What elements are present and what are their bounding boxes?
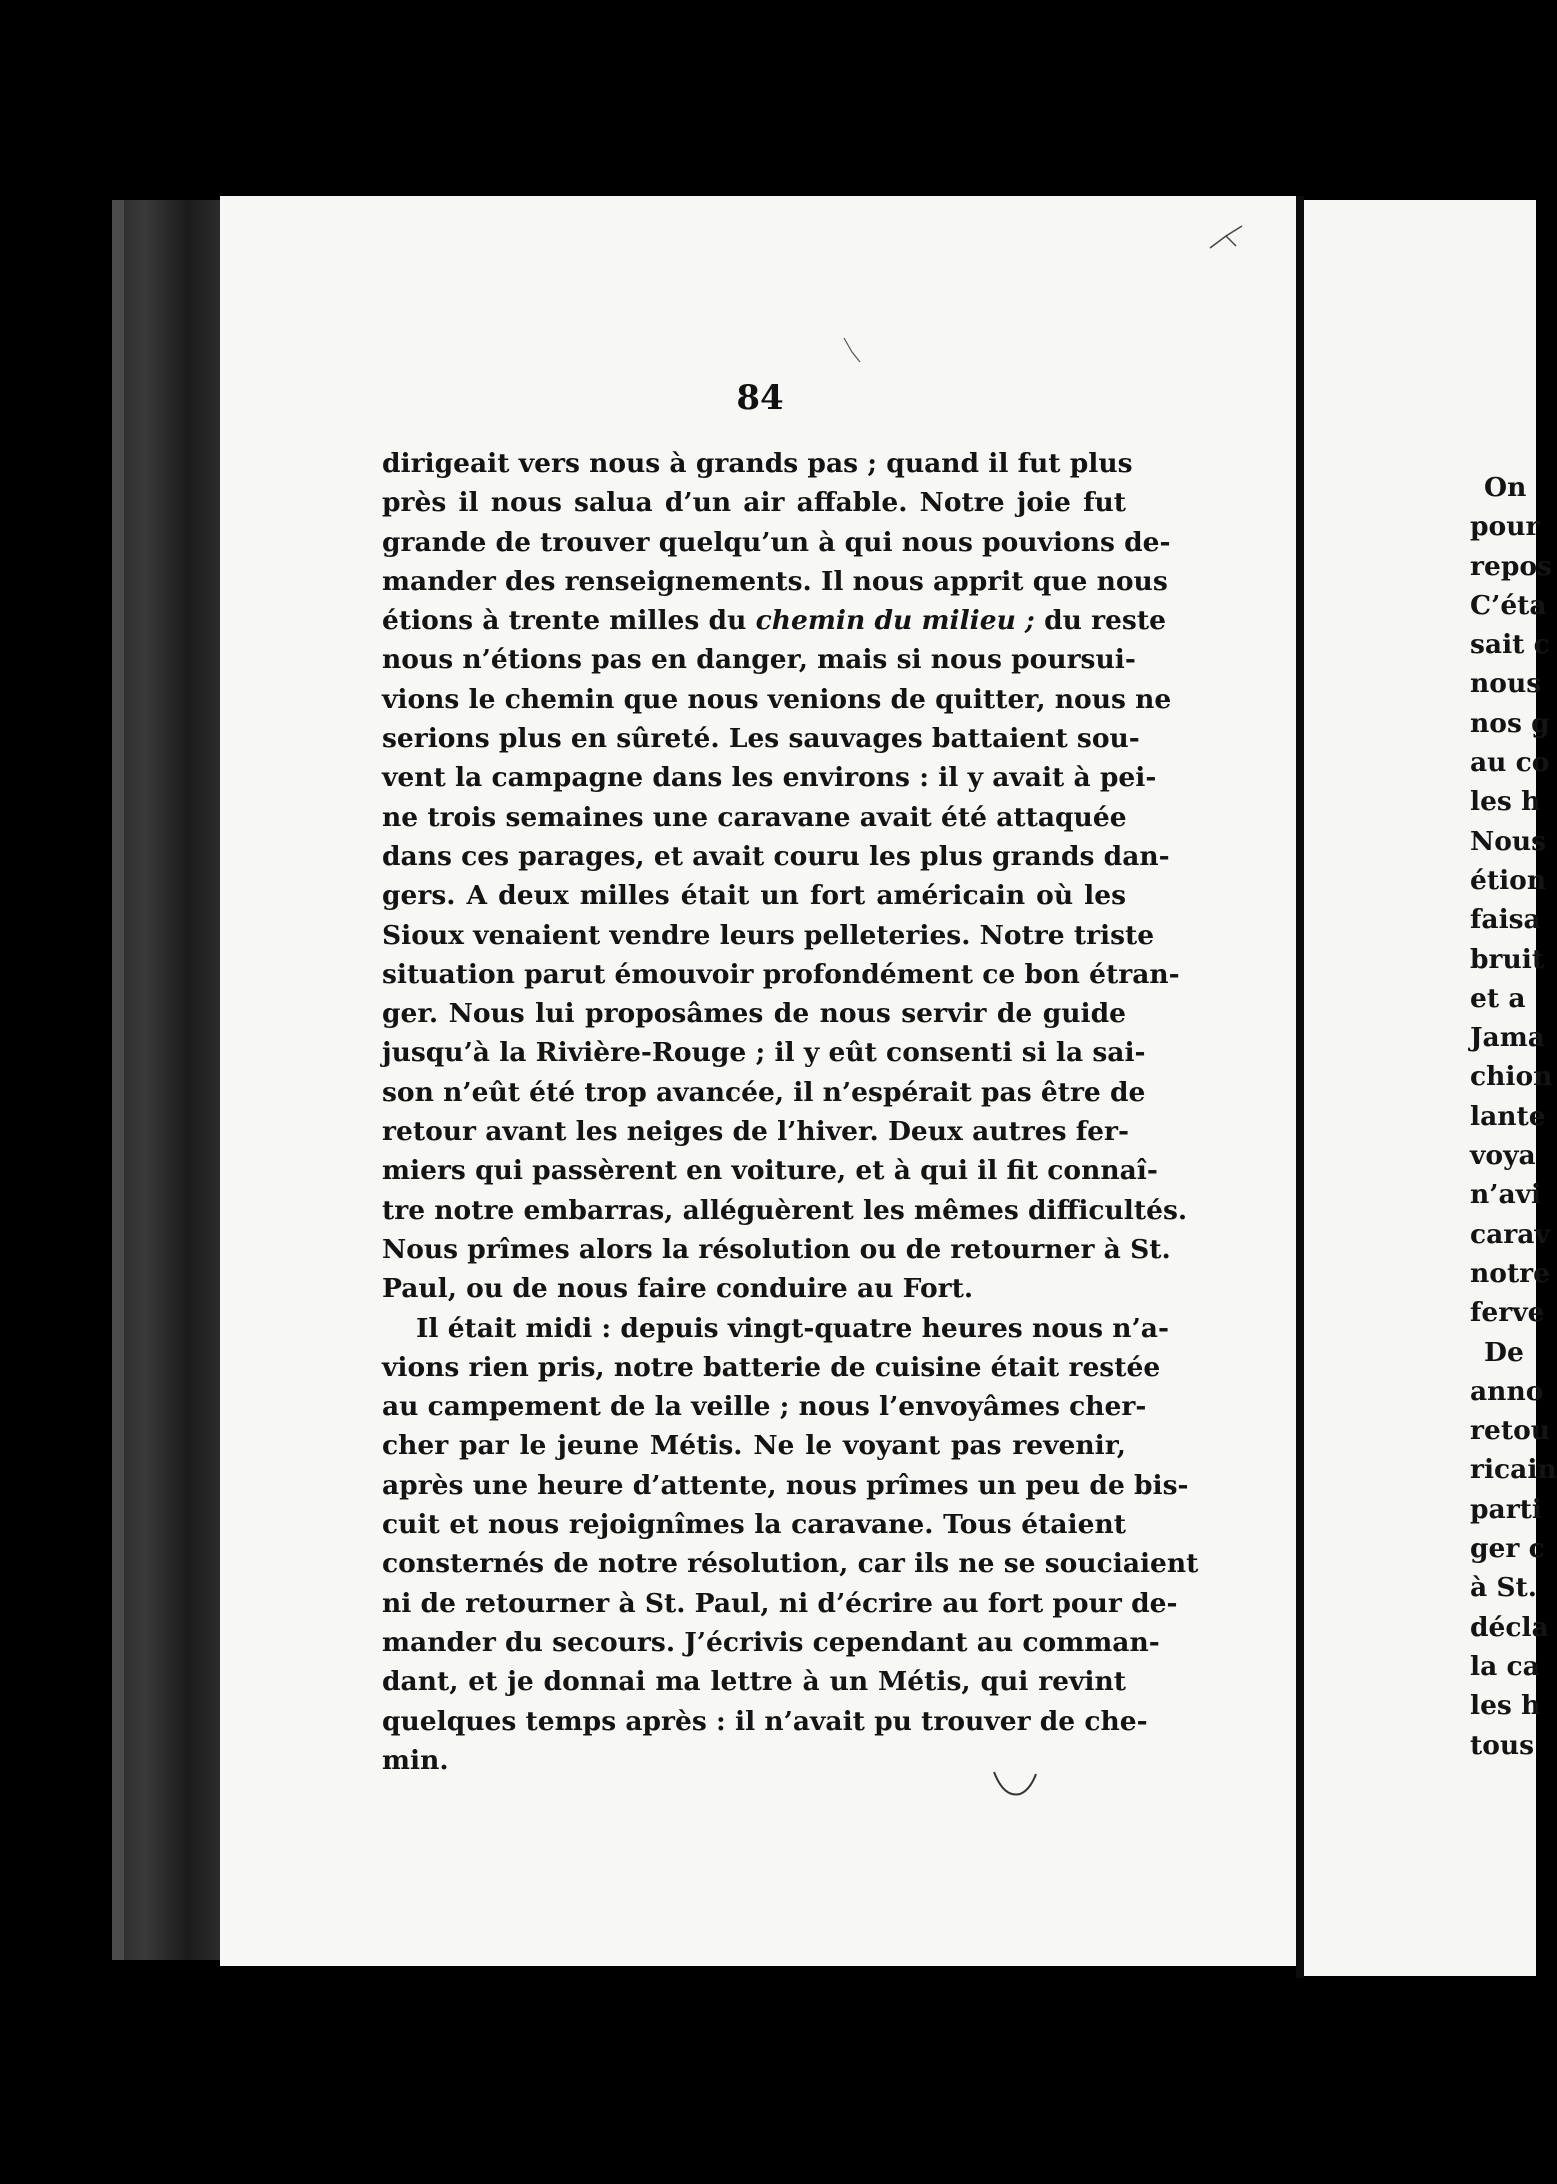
facing-line: à St. [1470, 1572, 1538, 1604]
facing-line: retou [1470, 1415, 1551, 1447]
facing-line: anno [1470, 1375, 1544, 1407]
facing-line: parti [1470, 1493, 1542, 1525]
facing-line: faisa [1470, 904, 1541, 936]
text-line: vions rien pris, notre batterie de cuisine était restée [382, 1351, 1161, 1383]
text-line: mander des renseignements. Il nous apprit que nous [382, 565, 1168, 597]
text-line: situation parut émouvoir profondément ce bon étran- [382, 958, 1180, 990]
text-line: dirigeait vers nous à grands pas ; quand il fut plus [382, 448, 1133, 479]
facing-line: Jama [1470, 1022, 1545, 1054]
page-number: 84 [736, 378, 784, 418]
facing-line: nos g [1470, 707, 1550, 739]
facing-line: pour [1470, 511, 1540, 543]
text-line: cuit et nous rejoignîmes la caravane. Tous étaient [382, 1509, 1126, 1541]
text-line: ne trois semaines une caravane avait été attaquée [382, 801, 1127, 833]
text-line: vent la campagne dans les environs : il y avait à pei- [382, 762, 1157, 794]
facing-line: ricain [1470, 1454, 1557, 1486]
spine-edge [112, 200, 124, 1960]
text-line: retour avant les neiges de l’hiver. Deux autres fer- [382, 1116, 1129, 1148]
text-line: dans ces parages, et avait couru les plus grands dan- [382, 840, 1170, 872]
paragraph-start-line: Il était midi : depuis vingt-quatre heures nous n’a- [416, 1312, 1169, 1344]
facing-line: voya [1470, 1140, 1536, 1172]
text-line: consternés de notre résolution, car ils ne se souciaient [382, 1548, 1199, 1580]
text-line: serions plus en sûreté. Les sauvages battaient sou- [382, 723, 1140, 755]
text-line: cher par le jeune Métis. Ne le voyant pas revenir, [382, 1430, 1126, 1462]
facing-page-text [1470, 468, 1557, 1765]
facing-line: et a [1470, 982, 1526, 1014]
text-line: grande de trouver quelqu’un à qui nous pouvions de- [382, 526, 1171, 558]
text-line: mander du secours. J’écrivis cependant au comman- [382, 1626, 1160, 1658]
facing-line: étion [1470, 864, 1547, 896]
text-line: Sioux venaient vendre leurs pelleteries. Notre triste [382, 919, 1155, 951]
facing-line: décla [1470, 1611, 1549, 1643]
facing-line: sait c [1470, 629, 1550, 661]
text-line: gers. A deux milles était un fort américain où les [382, 880, 1126, 912]
text-line: au campement de la veille ; nous l’envoyâmes cher- [382, 1391, 1147, 1423]
facing-line: nous [1470, 668, 1542, 700]
text-line-end: du reste [1034, 605, 1166, 637]
text-line-start: étions à trente milles du [382, 605, 756, 637]
text-line: ni de retourner à St. Paul, ni d’écrire au fort pour de- [382, 1587, 1178, 1619]
text-line: tre notre embarras, alléguèrent les mêmes difficultés. [382, 1194, 1188, 1226]
pencil-mark-bottom [990, 1768, 1040, 1800]
book-spine [112, 200, 220, 1960]
facing-line: bruit [1470, 943, 1545, 975]
text-line: min. [382, 1744, 449, 1776]
facing-line: lante [1470, 1100, 1546, 1132]
facing-line: tous [1470, 1729, 1535, 1761]
facing-line: notre [1470, 1257, 1551, 1289]
facing-line: carav [1470, 1218, 1550, 1250]
text-line: vions le chemin que nous venions de quitter, nous ne [382, 683, 1172, 715]
facing-line: C’éta [1470, 589, 1547, 621]
italic-phrase: chemin du milieu ; [755, 605, 1035, 637]
facing-line: ger c [1470, 1533, 1545, 1565]
pencil-mark-top [1206, 222, 1246, 252]
text-line-with-italic [382, 601, 1166, 640]
facing-line: On [1484, 472, 1527, 503]
page-gutter [1296, 196, 1304, 1978]
facing-line: les h [1470, 1690, 1541, 1722]
text-line: Paul, ou de nous faire conduire au Fort. [382, 1273, 974, 1305]
facing-line: n’avi [1470, 1179, 1542, 1211]
text-line: jusqu’à la Rivière-Rouge ; il y eût consenti si la sai- [382, 1037, 1146, 1069]
facing-line: les h [1470, 786, 1541, 818]
text-line: ger. Nous lui proposâmes de nous servir de guide [382, 998, 1126, 1030]
facing-line: De [1484, 1336, 1524, 1368]
pencil-mark-small [842, 336, 862, 366]
text-line: près il nous salua d’un air affable. Notre joie fut [382, 487, 1126, 519]
facing-line: chion [1470, 1061, 1553, 1093]
text-line: son n’eût été trop avancée, il n’espérait pas être de [382, 1076, 1146, 1108]
facing-line: la ca [1470, 1650, 1540, 1682]
text-line: quelques temps après : il n’avait pu trouver de che- [382, 1705, 1148, 1737]
facing-line: Nous [1470, 825, 1547, 857]
text-line: nous n’étions pas en danger, mais si nous poursui- [382, 644, 1136, 676]
text-line: dant, et je donnai ma lettre à un Métis, qui revint [382, 1666, 1126, 1698]
text-line: après une heure d’attente, nous prîmes un peu de bis- [382, 1469, 1189, 1501]
text-line: Nous prîmes alors la résolution ou de retourner à St. [382, 1233, 1171, 1265]
facing-line: au co [1470, 747, 1550, 779]
facing-line: repos [1470, 550, 1552, 582]
text-line: miers qui passèrent en voiture, et à qui il fit connaî- [382, 1155, 1158, 1187]
page-body-text [382, 444, 1199, 1780]
facing-line: ferve [1470, 1297, 1545, 1329]
